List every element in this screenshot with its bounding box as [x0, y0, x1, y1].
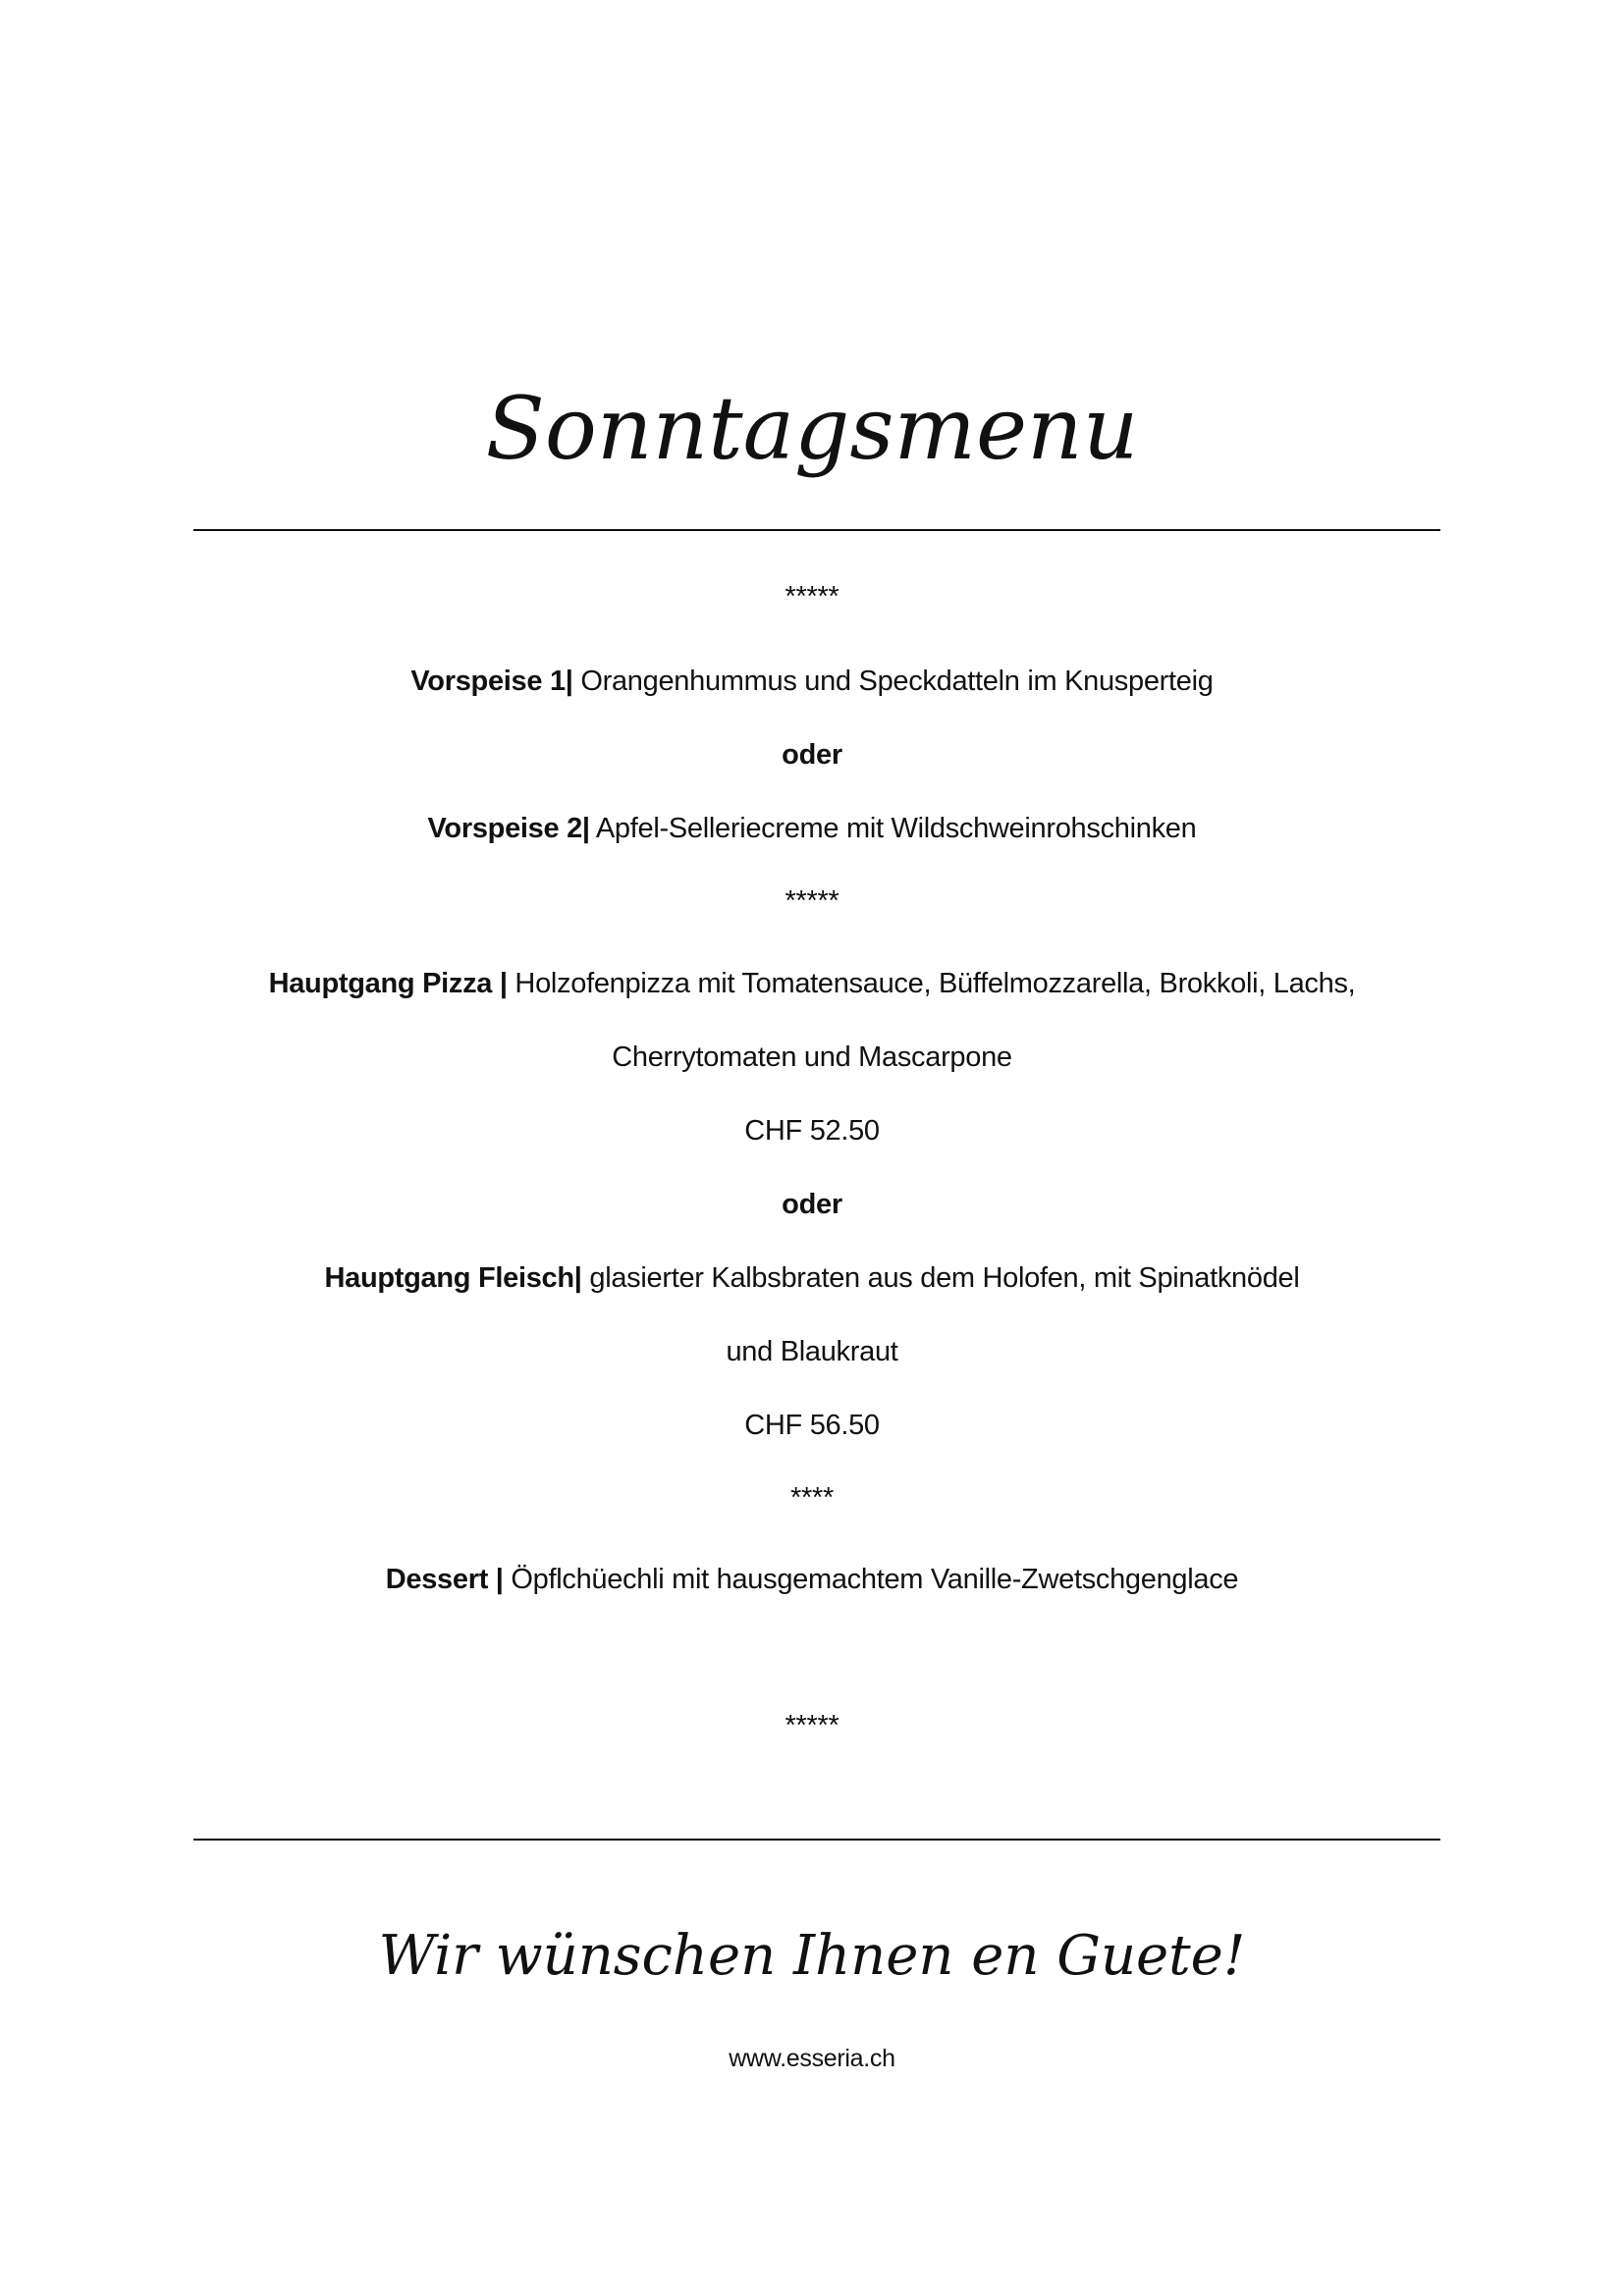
separator: ***** [785, 885, 839, 917]
closing-greeting: Wir wünschen Ihnen en Guete! [378, 1924, 1246, 1988]
starter-2-text: Apfel-Selleriecreme mit Wildschweinrohschinken [589, 813, 1197, 844]
dessert [0, 1564, 1624, 1596]
dessert-label: Dessert | [385, 1564, 504, 1595]
main-pizza-price: CHF 52.50 [744, 1115, 880, 1147]
main-meat-price: CHF 56.50 [744, 1410, 880, 1441]
main-pizza-label: Hauptgang Pizza | [268, 968, 508, 999]
main-pizza-text: Holzofenpizza mit Tomatensauce, Büffelmozzarella, Brokkoli, Lachs, [507, 968, 1356, 999]
separator: **** [790, 1482, 834, 1514]
main-meat [0, 1262, 1624, 1295]
starter-1-label: Vorspeise 1| [410, 666, 573, 697]
main-pizza [0, 968, 1624, 1000]
main-meat-text: glasierter Kalbsbraten aus dem Holofen, mit Spinatknödel [581, 1262, 1300, 1294]
bottom-divider [193, 1839, 1440, 1841]
starter-1 [0, 666, 1624, 698]
separator: ***** [785, 581, 839, 613]
starter-1-text: Orangenhummus und Speckdatteln im Knusperteig [572, 666, 1214, 697]
main-pizza-text-2: Cherrytomaten und Mascarpone [612, 1041, 1012, 1073]
website-link[interactable]: www.esseria.ch [729, 2045, 895, 2072]
starter-2-label: Vorspeise 2| [427, 813, 590, 844]
menu-title: Sonntagsmenu [485, 378, 1139, 479]
top-divider [193, 529, 1440, 531]
main-meat-text-2: und Blaukraut [726, 1336, 898, 1367]
or-label: oder [782, 739, 842, 771]
starter-2 [0, 813, 1624, 845]
main-meat-label: Hauptgang Fleisch| [324, 1262, 582, 1294]
or-label: oder [782, 1189, 842, 1220]
separator: ***** [785, 1710, 839, 1741]
dessert-text: Öpflchüechli mit hausgemachtem Vanille-Zwetschgenglace [503, 1564, 1239, 1595]
